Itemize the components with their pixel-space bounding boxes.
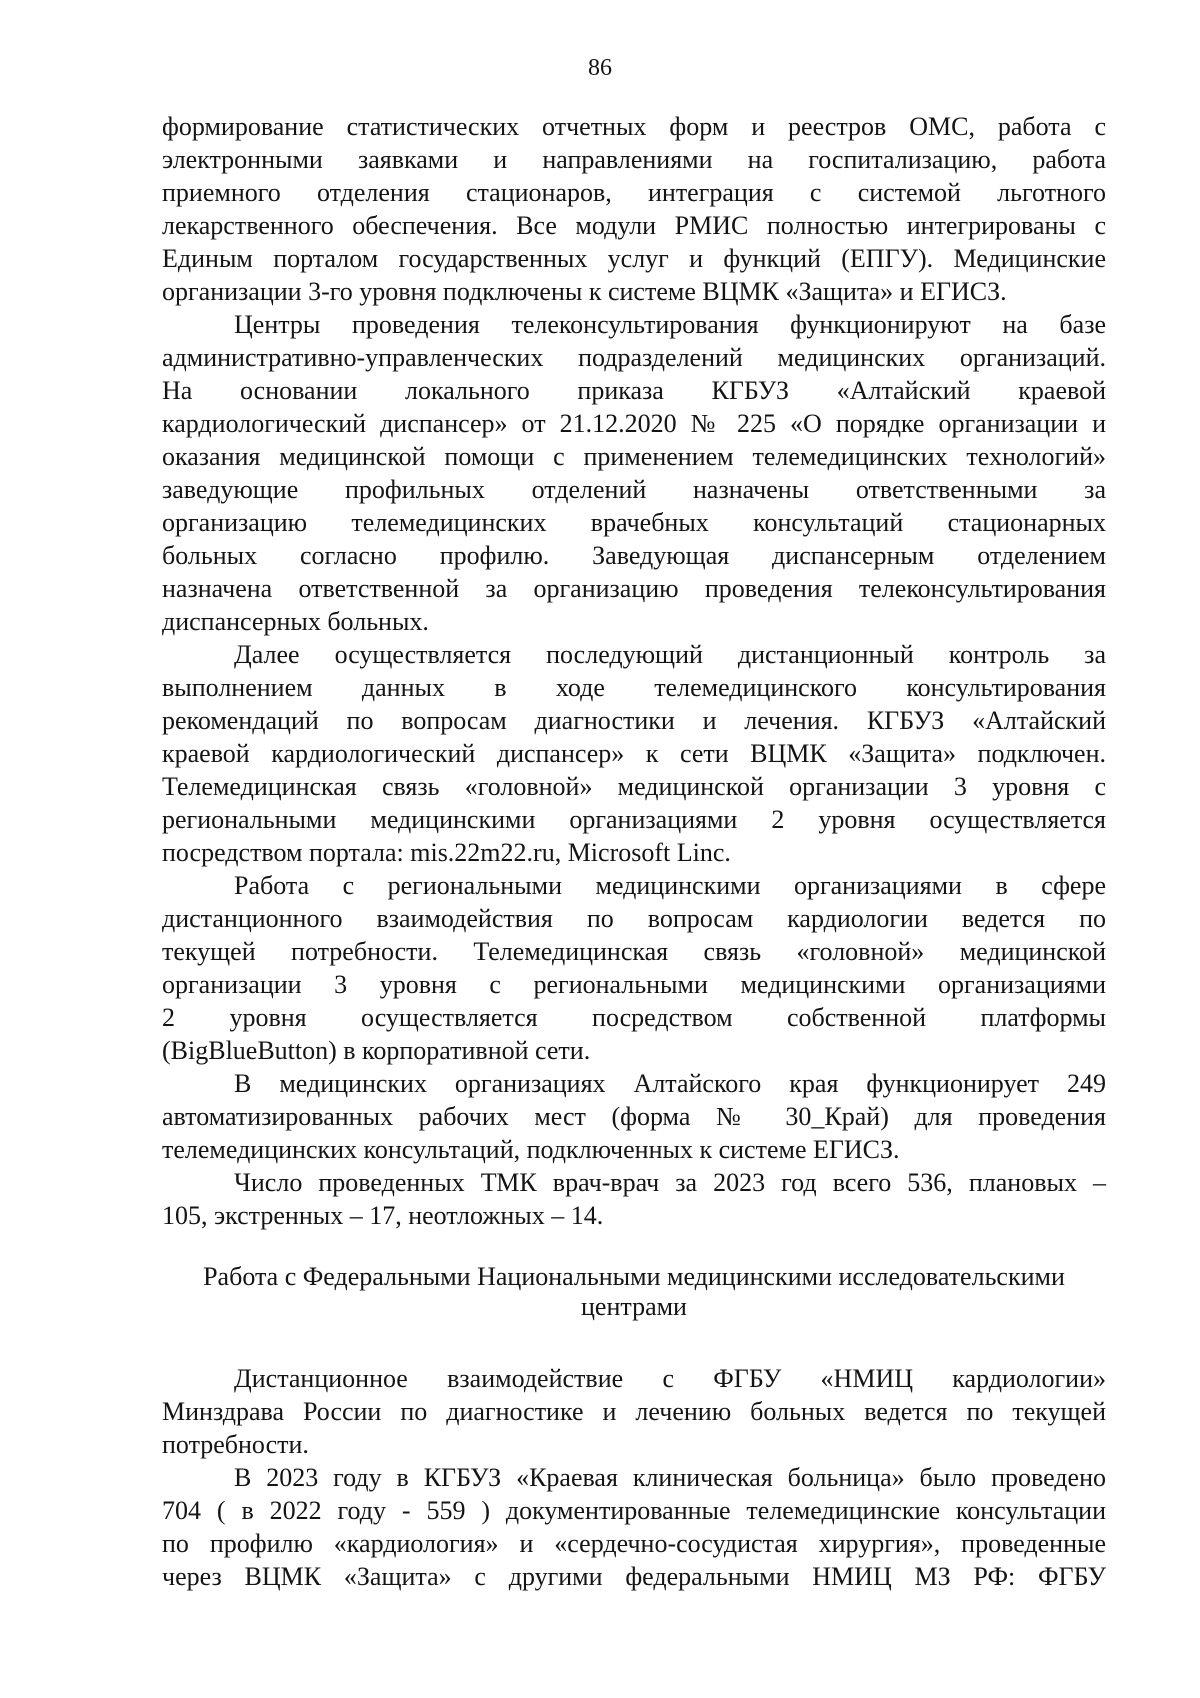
text-line: организации 3-го уровня подключены к системе ВЦМК «Защита» и ЕГИСЗ.: [162, 277, 1007, 306]
text-line: 105, экстренных – 17, неотложных – 14.: [162, 1201, 604, 1230]
page-number: 86: [588, 55, 612, 81]
text-line: Минздрава России по диагностике и лечению больных ведется по текущей: [162, 1397, 1106, 1426]
text-line: региональными медицинскими организациями 2 уровня осуществляется: [162, 805, 1106, 834]
text-line: краевой кардиологический диспансер» к сети ВЦМК «Защита» подключен.: [162, 739, 1106, 768]
text-line: организацию телемедицинских врачебных консультаций стационарных: [162, 508, 1106, 537]
text-line: В медицинских организациях Алтайского края функционирует 249: [234, 1069, 1106, 1098]
paragraph-1: [162, 110, 1106, 308]
text-line: потребности.: [162, 1430, 309, 1459]
section-heading-line: центрами: [581, 1292, 687, 1321]
text-line: диспансерных больных.: [162, 607, 429, 636]
text-line: Центры проведения телеконсультирования функционируют на базе: [234, 310, 1106, 339]
text-line: дистанционного взаимодействия по вопросам кардиологии ведется по: [162, 904, 1106, 933]
text-line: Далее осуществляется последующий дистанционный контроль за: [234, 640, 1106, 669]
text-line: телемедицинских консультаций, подключенных к системе ЕГИСЗ.: [162, 1135, 900, 1164]
text-line: заведующие профильных отделений назначены ответственными за: [162, 475, 1106, 504]
text-line: больных согласно профилю. Заведующая диспансерным отделением: [162, 541, 1106, 570]
text-line: Дистанционное взаимодействие с ФГБУ «НМИЦ кардиологии»: [234, 1364, 1106, 1393]
text-line: оказания медицинской помощи с применением телемедицинских технологий»: [162, 442, 1106, 471]
paragraph-2: [162, 308, 1106, 638]
text-line: Телемедицинская связь «головной» медицинской организации 3 уровня с: [162, 772, 1106, 801]
text-line: организации 3 уровня с региональными медицинскими организациями: [162, 970, 1106, 999]
paragraph-7: [162, 1362, 1106, 1461]
text-line: выполнением данных в ходе телемедицинского консультирования: [162, 673, 1106, 702]
text-line: 2 уровня осуществляется посредством собственной платформы: [162, 1003, 1106, 1032]
section-heading-line: Работа с Федеральными Национальными медицинскими исследовательскими: [203, 1262, 1065, 1291]
text-line: через ВЦМК «Защита» с другими федеральными НМИЦ МЗ РФ: ФГБУ: [162, 1562, 1106, 1591]
text-line: назначена ответственной за организацию проведения телеконсультирования: [162, 574, 1106, 603]
text-line: приемного отделения стационаров, интеграция с системой льготного: [162, 178, 1106, 207]
text-line: (BigBlueButton) в корпоративной сети.: [162, 1036, 591, 1065]
text-line: посредством портала: mis.22m22.ru, Microsoft Linc.: [162, 838, 731, 867]
text-line: В 2023 году в КГБУЗ «Краевая клиническая больница» было проведено: [234, 1463, 1106, 1492]
paragraph-6: [162, 1166, 1106, 1232]
text-line: рекомендаций по вопросам диагностики и лечения. КГБУЗ «Алтайский: [162, 706, 1106, 735]
text-line: формирование статистических отчетных форм и реестров ОМС, работа с: [162, 112, 1106, 141]
text-line: На основании локального приказа КГБУЗ «Алтайский краевой: [162, 376, 1106, 405]
text-line: административно-управленческих подразделений медицинских организаций.: [162, 343, 1106, 372]
text-line: лекарственного обеспечения. Все модули РМИС полностью интегрированы с: [162, 211, 1106, 240]
text-line: текущей потребности. Телемедицинская связь «головной» медицинской: [162, 937, 1106, 966]
text-line: электронными заявками и направлениями на госпитализацию, работа: [162, 145, 1106, 174]
text-line: кардиологический диспансер» от 21.12.2020 № 225 «О порядке организации и: [162, 409, 1106, 438]
paragraph-8: [162, 1461, 1106, 1593]
paragraph-3: [162, 638, 1106, 869]
paragraph-4: [162, 869, 1106, 1067]
text-line: Единым порталом государственных услуг и функций (ЕПГУ). Медицинские: [162, 244, 1106, 273]
text-line: Работа с региональными медицинскими организациями в сфере: [234, 871, 1106, 900]
text-line: Число проведенных ТМК врач-врач за 2023 год всего 536, плановых –: [234, 1168, 1106, 1197]
text-line: автоматизированных рабочих мест (форма № 30_Край) для проведения: [162, 1102, 1106, 1131]
text-line: 704 ( в 2022 году - 559 ) документированные телемедицинские консультации: [162, 1496, 1106, 1525]
section-heading: [162, 1262, 1106, 1322]
text-line: по профилю «кардиология» и «сердечно-сосудистая хирургия», проведенные: [162, 1529, 1106, 1558]
paragraph-5: [162, 1067, 1106, 1166]
